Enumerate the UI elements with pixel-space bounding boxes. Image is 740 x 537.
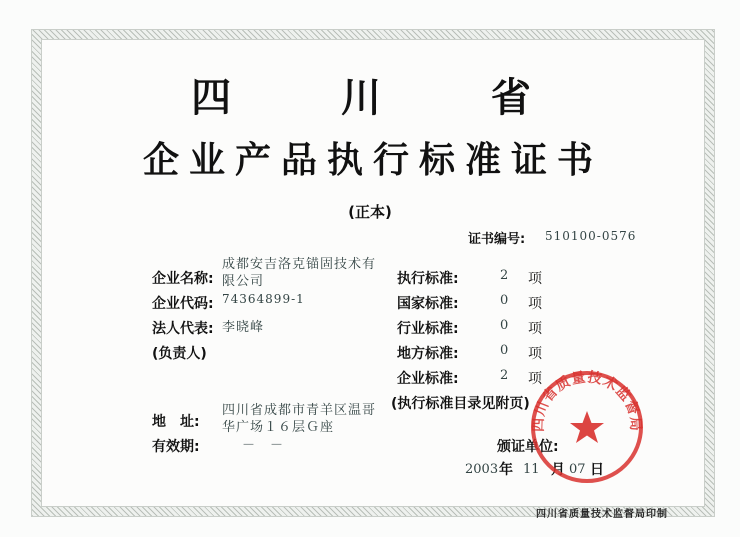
legal-rep-value: 李晓峰	[222, 320, 265, 335]
title-certificate: 企业产品执行标准证书	[142, 140, 603, 181]
legal-rep-label: 法人代表:	[152, 321, 214, 337]
responsible-label: (负责人)	[152, 346, 207, 362]
address-value-line2: 华广场１６层Ｇ座	[222, 420, 335, 435]
validity-value: － －	[242, 438, 285, 453]
standard-row-label: 国家标准:	[397, 296, 459, 312]
standard-row-label: 地方标准:	[397, 346, 459, 362]
issuer-label: 颁证单位:	[497, 439, 559, 455]
standard-row-value: 0	[500, 293, 509, 308]
title-province: 四 川 省	[191, 75, 579, 121]
standard-row-unit: 项	[528, 296, 542, 312]
validity-label: 有效期:	[152, 439, 200, 455]
standard-row-label: 行业标准:	[397, 321, 459, 337]
standard-row-unit: 项	[528, 371, 542, 387]
subtitle-original: (正本)	[348, 203, 392, 221]
standard-row-value: 0	[500, 318, 509, 333]
company-name-value-line2: 限公司	[222, 274, 265, 289]
company-name-value-line1: 成都安吉洛克锚固技术有	[222, 257, 377, 272]
company-code-label: 企业代码:	[152, 296, 214, 312]
standard-row-label: 企业标准:	[397, 371, 459, 387]
cert-no-label: 证书编号:	[468, 232, 526, 247]
company-code-value: 74364899-1	[222, 292, 305, 306]
standard-row-label: 执行标准:	[397, 271, 459, 287]
standard-row-value: 2	[500, 368, 509, 383]
date-day-unit: 日	[590, 462, 604, 478]
date-year: 2003	[465, 462, 499, 477]
date-year-unit: 年	[499, 462, 513, 478]
date-month: 11	[523, 462, 540, 477]
standard-row-value: 2	[500, 268, 509, 283]
date-day: 07	[569, 462, 586, 477]
printer-credit: 四川省质量技术监督局印制	[536, 509, 668, 520]
standards-note: (执行标准目录见附页)	[391, 396, 530, 412]
cert-no-value: 510100-0576	[545, 229, 637, 243]
date-month-unit: 月	[551, 462, 565, 478]
address-label: 地 址:	[152, 414, 200, 430]
official-seal	[527, 367, 647, 487]
standard-row-unit: 项	[528, 271, 542, 287]
seal-text: 四川省质量技术监督局	[530, 369, 644, 433]
address-value-line1: 四川省成都市青羊区温哥	[222, 403, 377, 418]
standard-row-value: 0	[500, 343, 509, 358]
company-name-label: 企业名称:	[152, 271, 214, 287]
standard-row-unit: 项	[528, 321, 542, 337]
standard-row-unit: 项	[528, 346, 542, 362]
